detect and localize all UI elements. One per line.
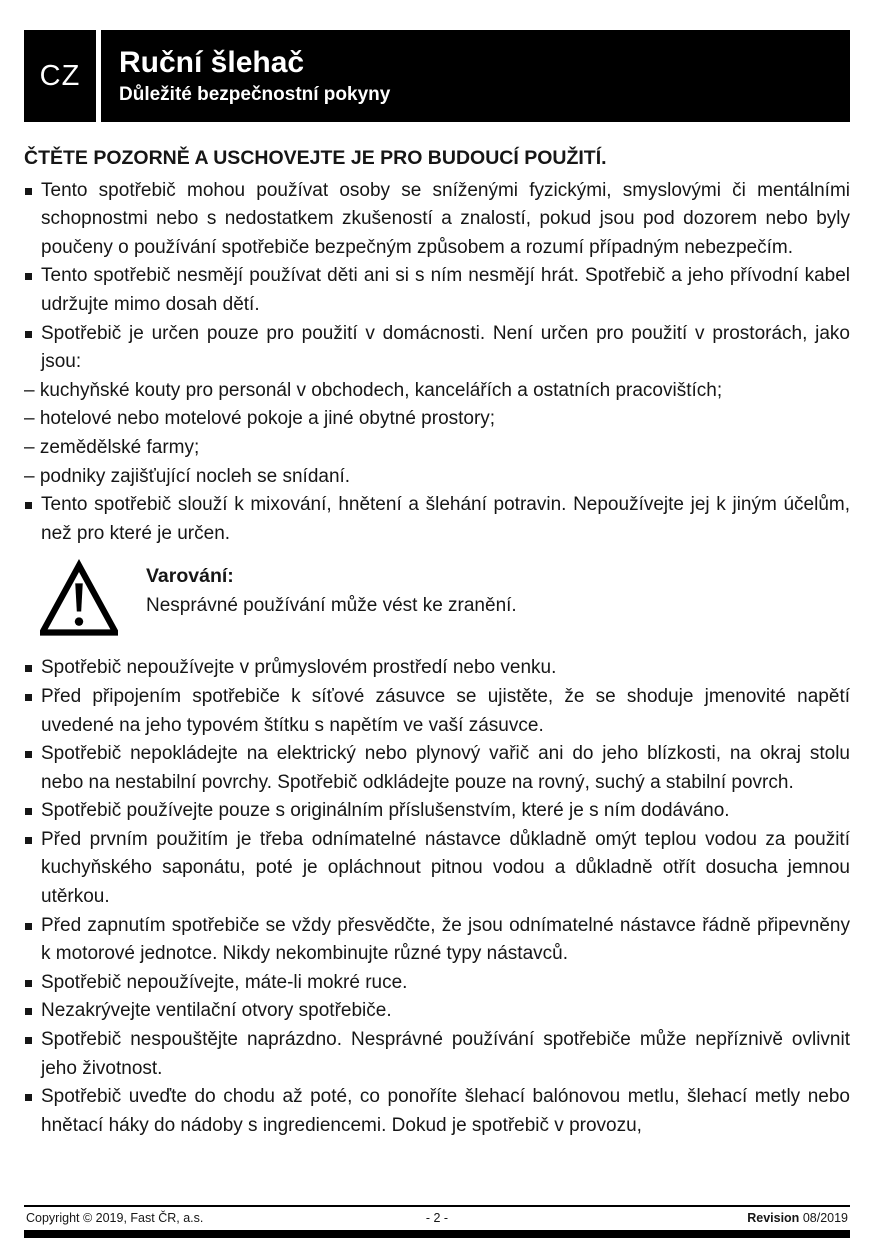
copyright-text: Copyright © 2019, Fast ČR, a.s.	[26, 1211, 204, 1225]
list-item: Spotřebič je určen pouze pro použití v domácnosti. Není určen pro použití v prostorách, jako jsou:	[24, 320, 850, 377]
list-item: Spotřebič nepokládejte na elektrický nebo plynový vařič ani do jeho blízkosti, na okraj stolu nebo na nestabilní povrchy. Spotřebič odkládejte pouze na rovný, suchý a stabilní povrch.	[24, 740, 850, 797]
content	[24, 144, 850, 1140]
list-item: Spotřebič uveďte do chodu až poté, co ponoříte šlehací balónovou metlu, šlehací metly nebo hnětací háky do nádoby s ingrediencemi. Dokud je spotřebič v provozu,	[24, 1083, 850, 1140]
bullet-list-bottom	[24, 654, 850, 1140]
list-item: Před připojením spotřebiče k síťové zásuvce se ujistěte, že se shoduje jmenovité napětí uvedené na jeho typovém štítku s napětím ve vaší zásuvce.	[24, 683, 850, 740]
list-item: Před prvním použitím je třeba odnímatelné nástavce důkladně omýt teplou vodou za použití kuchyňského saponátu, poté je opláchnout pitnou vodou a důkladně otřít dosucha jemnou utěrkou.	[24, 826, 850, 912]
warning-title: Varování:	[146, 565, 234, 588]
warning-triangle-icon	[40, 558, 118, 640]
language-code-box	[24, 30, 96, 122]
page-subtitle: Důležité bezpečnostní pokyny	[119, 83, 391, 105]
list-item: Před zapnutím spotřebiče se vždy přesvědčte, že jsou odnímatelné nástavce řádně připevněny k motorové jednotce. Nikdy nekombinujte různé typy nástavců.	[24, 912, 850, 969]
dash-item: – hotelové nebo motelové pokoje a jiné obytné prostory;	[24, 408, 496, 430]
header-bar	[24, 30, 850, 122]
warning-text: Nesprávné používání může vést ke zranění.	[146, 595, 517, 617]
list-item: Spotřebič používejte pouze s originálním příslušenstvím, které je s ním dodáváno.	[24, 797, 850, 826]
list-item: Tento spotřebič nesmějí používat děti ani si s ním nesmějí hrát. Spotřebič a jeho přívodní kabel udržujte mimo dosah dětí.	[24, 262, 850, 319]
bullet-list-top	[24, 177, 850, 377]
revision-value: 08/2019	[802, 1211, 848, 1225]
dash-list	[24, 377, 850, 491]
list-item: Tento spotřebič mohou používat osoby se sníženými fyzickými, smyslovými či mentálními schopnostmi nebo s nedostatkem zkušeností a znalostí, pokud jsou pod dozorem nebo byly poučeny o používání spotřebiče bezpečným způsobem a rozumí případným nebezpečím.	[24, 177, 850, 263]
revision-label: Revision	[747, 1211, 800, 1225]
page-number: - 2 -	[425, 1211, 449, 1225]
page-title: Ruční šlehač	[119, 45, 305, 79]
list-item: Tento spotřebič slouží k mixování, hnětení a šlehání potravin. Nepoužívejte jej k jiným účelům, než pro které je určen.	[24, 491, 850, 548]
dash-item: – kuchyňské kouty pro personál v obchodech, kancelářích a ostatních pracovištích;	[24, 379, 723, 401]
warning-textbox	[146, 558, 517, 620]
language-code: CZ	[39, 59, 81, 92]
bullet-list-mid	[24, 491, 850, 548]
warning-block	[40, 558, 850, 640]
footer-row	[24, 1205, 850, 1230]
title-box	[101, 30, 850, 122]
list-item: Nezakrývejte ventilační otvory spotřebiče.	[24, 997, 850, 1026]
intro-heading: ČTĚTE POZORNĚ A USCHOVEJTE JE PRO BUDOUCÍ POUŽITÍ.	[24, 147, 607, 169]
dash-item: – podniky zajišťující nocleh se snídaní.	[24, 465, 351, 487]
list-item: Spotřebič nepoužívejte v průmyslovém prostředí nebo venku.	[24, 654, 850, 683]
list-item: Spotřebič nespouštějte naprázdno. Nesprávné používání spotřebiče může nepříznivě ovlivnit jeho životnost.	[24, 1026, 850, 1083]
footer	[24, 1205, 850, 1238]
list-item: Spotřebič nepoužívejte, máte-li mokré ruce.	[24, 969, 850, 998]
dash-item: – zemědělské farmy;	[24, 436, 200, 458]
footer-bottom-bar	[24, 1230, 850, 1238]
